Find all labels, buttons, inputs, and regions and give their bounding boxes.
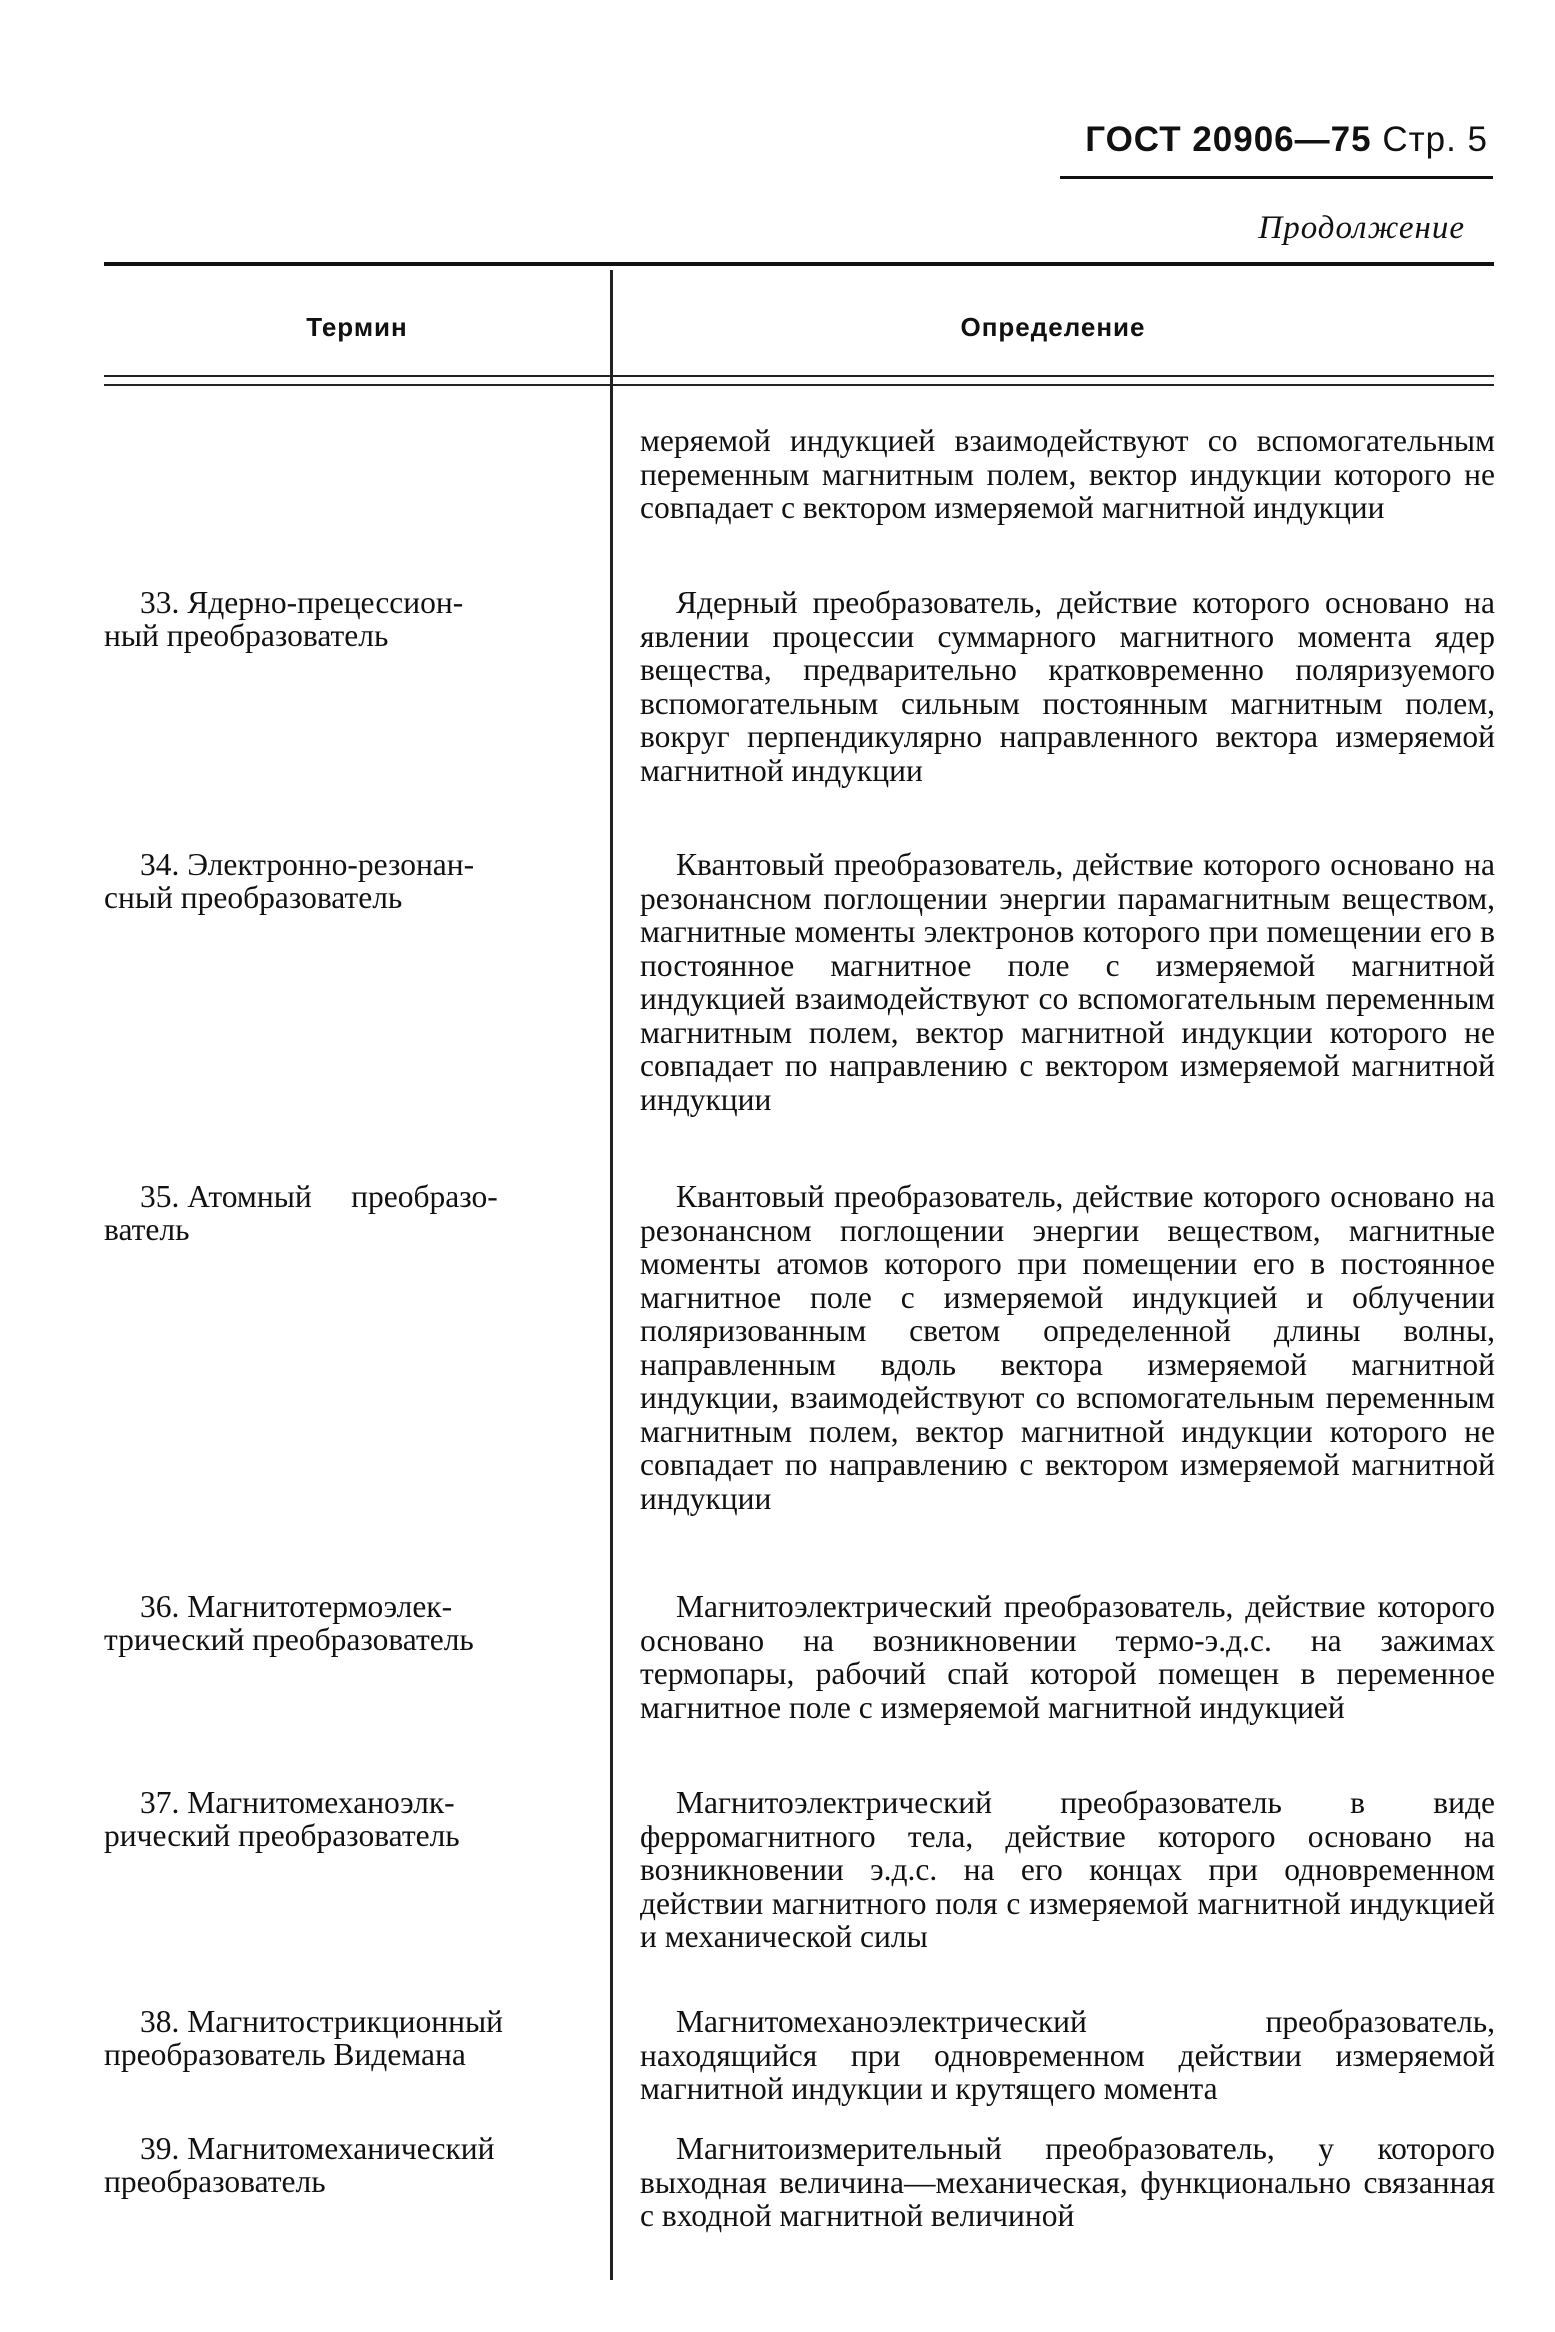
term-line: 35. Атомный преобразо- [140, 1179, 498, 1214]
term-line: 39. Магнитомеханический [140, 2131, 495, 2166]
term-line: рический преобразователь [104, 1818, 460, 1853]
table-row-definition: Магнитоизмерительный преобразователь, у которого выходная величина—механическая, функционально связанная с входной магнитной величиной [640, 2131, 1495, 2233]
table-row-term [104, 1590, 594, 1656]
term-line: преобразователь Видемана [104, 2037, 466, 2072]
header-double-rule [104, 375, 1494, 377]
term-line: ватель [104, 1212, 190, 1247]
table-row-term [104, 586, 594, 652]
table-row-definition: Ядерный преобразователь, действие которого основано на явлении процессии суммарного магнитного момента ядер вещества, предварительно кратковременно поляризуемого вспомогательным сильным постоянным магнитным полем, вокруг перпендикулярно направленного вектора измеряемой магнитной индукции [640, 585, 1495, 788]
term-line: 34. Электронно-резонан- [140, 847, 475, 882]
term-line: сный преобразователь [104, 880, 403, 915]
standard-number: ГОСТ 20906—75 [1085, 120, 1372, 159]
header-rule [1060, 176, 1493, 179]
term-line: трический преобразователь [104, 1622, 474, 1657]
term-line: 36. Магнитотермоэлек- [140, 1589, 453, 1624]
table-row-definition: Магнитоэлектрический преобразователь в виде ферромагнитного тела, действие которого основано на возникновении э.д.с. на его концах при одновременном действии магнитного поля с измеряемой магнитной индукцией и механической силы [640, 1785, 1495, 1954]
table-row-term [104, 1180, 594, 1246]
column-divider [610, 270, 613, 2280]
page-header [1085, 120, 1488, 160]
table-row-definition: Магнитоэлектрический преобразователь, действие которого основано на возникновении термо-э.д.с. на зажимах термопары, рабочий спай которой помещен в переменное магнитное поле с измеряемой магнитной индукцией [640, 1589, 1495, 1725]
table-row-definition: Квантовый преобразователь, действие которого основано на резонансном поглощении энергии веществом, магнитные моменты атомов которого при помещении его в постоянное магнитное поле с измеряемой индукцией и облучении поляризованным светом определенной длины волны, направленным вдоль вектора измеряемой магнитной индукции, взаимодействуют со вспомогательным переменным магнитным полем, вектор магнитной индукции которого не совпадает по направлению с вектором измеряемой магнитной индукции [640, 1179, 1495, 1516]
term-line: 38. Магнитострикционный [140, 2004, 504, 2039]
term-column-header: Термин [306, 312, 408, 342]
page-number: Стр. 5 [1382, 120, 1488, 159]
table-row-term [104, 2132, 594, 2198]
term-line: преобразователь [104, 2164, 326, 2199]
table-row-term [104, 1786, 594, 1852]
table-row-definition: Магнитомеханоэлектрический преобразователь, находящийся при одновременном действии измеряемой магнитной индукции и крутящего момента [640, 2004, 1495, 2106]
table-row-definition: Квантовый преобразователь, действие которого основано на резонансном поглощении энергии парамагнитным веществом, магнитные моменты электронов которого при помещении его в постоянное магнитное поле с измеряемой магнитной индукцией взаимодействуют со вспомогательным переменным магнитным полем, вектор магнитной индукции которого не совпадает по направлению с вектором измеряемой магнитной индукции [640, 847, 1495, 1117]
header-double-rule [104, 384, 1494, 386]
table-row-term [104, 848, 594, 914]
table-row-term [104, 2005, 594, 2071]
table-top-rule [104, 262, 1494, 266]
term-line: 37. Магнитомеханоэлк- [140, 1785, 455, 1820]
term-line: 33. Ядерно-прецессион- [140, 585, 464, 620]
term-line: ный преобразователь [104, 618, 389, 653]
continuation-label: Продолжение [1258, 210, 1465, 246]
carryover-definition: меряемой индукцией взаимодействуют со вспомогательным переменным магнитным полем, вектор индукции которого не совпадает с вектором измеряемой магнитной индукции [640, 423, 1495, 525]
definition-column-header: Определение [960, 312, 1146, 342]
